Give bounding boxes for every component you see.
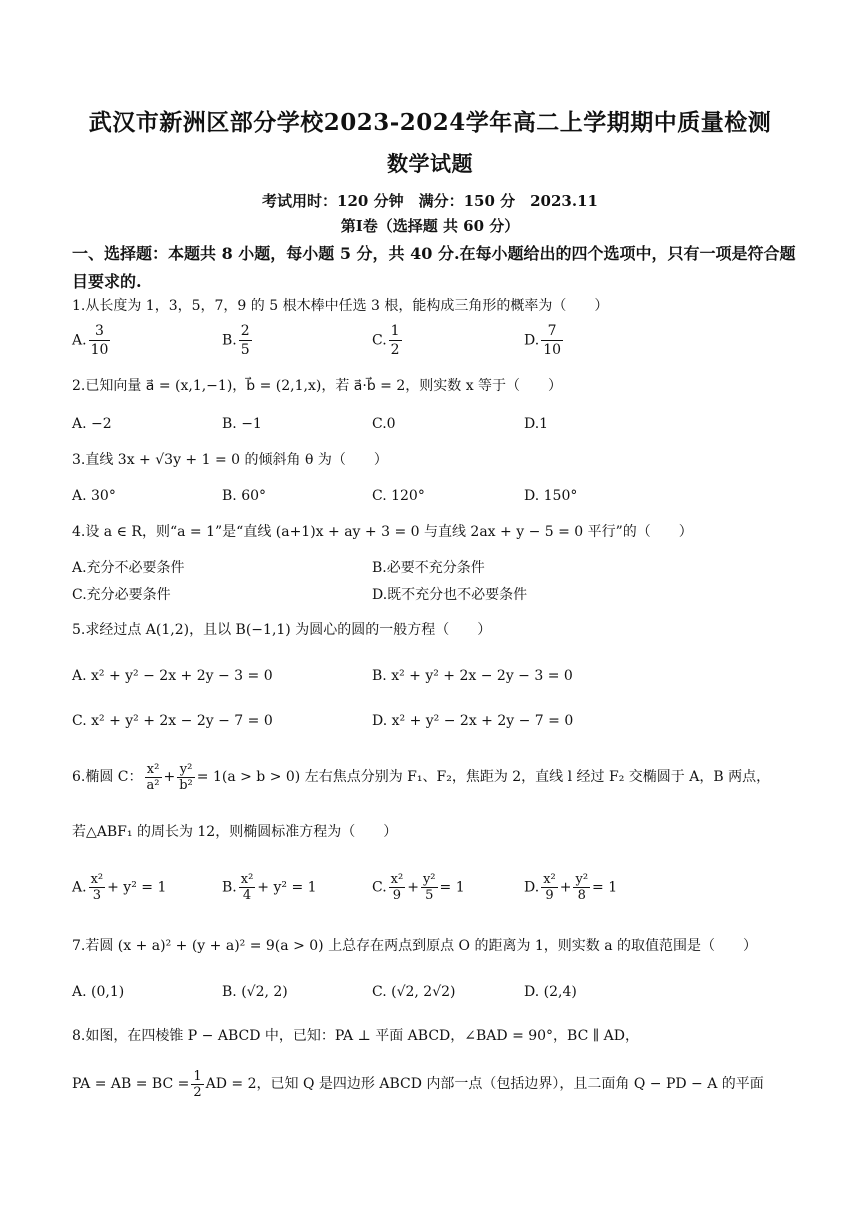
page-subtitle: 数学试题 bbox=[387, 151, 473, 176]
question-5-stem: 5.求经过点 A(1,2)，且以 B(−1,1) 为圆心的圆的一般方程（ ） bbox=[72, 622, 492, 638]
q1-option-a: A. $\frac{3}{10}$ bbox=[72, 323, 109, 358]
q3-option-a: A. 30° bbox=[72, 488, 116, 504]
question-2-stem: 2.已知向量 a⃗ = (x,1,−1)，b⃗ = (2,1,x)，若 a⃗·b⃗ = 2，则实数 x 等于（ ） bbox=[72, 378, 563, 394]
question-6-stem: 6.椭圆 C： $\frac{\text{x²}}{\text{a²}}$ + $\frac{\text{y²}}{\text{b²}}$ = 1(a > b > 0) 左右焦点分别为 F₁、F₂，焦距为 2，直线 l 经过 F₂ 交椭圆于 A，B 两点， bbox=[72, 761, 771, 793]
q6-option-a: A. $\frac{\text{x²}}{3}$ + y² = 1 bbox=[72, 872, 167, 903]
q7-option-b: B. (√2, 2) bbox=[222, 984, 288, 1000]
part-heading: 第Ⅰ卷（选择题 共 60 分） bbox=[340, 217, 520, 235]
q3-option-d: D. 150° bbox=[524, 488, 578, 504]
q2-option-d: D.1 bbox=[524, 416, 549, 432]
question-7-stem: 7.若圆 (x + a)² + (y + a)² = 9(a > 0) 上总存在两点到原点 O 的距离为 1，则实数 a 的取值范围是（ ） bbox=[72, 938, 758, 954]
q5-option-c: C. x² + y² + 2x − 2y − 7 = 0 bbox=[72, 713, 273, 729]
q4-option-b: B.必要不充分条件 bbox=[372, 560, 485, 576]
page-title: 武汉市新洲区部分学校2023-2024学年高二上学期期中质量检测 bbox=[88, 109, 772, 136]
q4-option-c: C.充分必要条件 bbox=[72, 587, 171, 603]
q1-option-c: C. $\frac{1}{2}$ bbox=[372, 323, 400, 358]
q3-option-c: C. 120° bbox=[372, 488, 425, 504]
q2-option-a: A. −2 bbox=[72, 416, 112, 432]
q1-option-d: D. $\frac{7}{10}$ bbox=[524, 323, 562, 358]
q3-option-b: B. 60° bbox=[222, 488, 267, 504]
q6-option-c: C. $\frac{\text{x²}}{9}$ + $\frac{\text{y²}}{5}$ = 1 bbox=[372, 872, 465, 903]
question-6-stem-cont: 若△ABF₁ 的周长为 12，则椭圆标准方程为（ ） bbox=[72, 824, 398, 840]
q1-option-b: B. $\frac{2}{5}$ bbox=[222, 323, 250, 358]
q4-option-d: D.既不充分也不必要条件 bbox=[372, 587, 528, 603]
question-8-stem: 8.如图，在四棱锥 P − ABCD 中，已知：PA ⊥ 平面 ABCD，∠BAD = 90°，BC ∥ AD， bbox=[72, 1028, 640, 1044]
section-intro: 一、选择题：本题共 8 小题，每小题 5 分，共 40 分.在每小题给出的四个选项中，只有一项是符合题目要求的. bbox=[72, 244, 796, 291]
q7-option-c: C. (√2, 2√2) bbox=[372, 984, 456, 1000]
q2-option-c: C.0 bbox=[372, 416, 396, 432]
question-4-stem: 4.设 a ∈ R，则“a = 1”是“直线 (a+1)x + ay + 3 = 0 与直线 2ax + y − 5 = 0 平行”的（ ） bbox=[72, 524, 693, 540]
question-8-stem-cont: PA = AB = BC = $\frac{1}{2}$ AD = 2，已知 Q 是四边形 ABCD 内部一点（包括边界），且二面角 Q − PD − A 的平面 bbox=[72, 1068, 764, 1100]
exam-info: 考试用时：120 分钟 满分：150 分 2023.11 bbox=[262, 192, 598, 210]
q5-option-b: B. x² + y² + 2x − 2y − 3 = 0 bbox=[372, 668, 573, 684]
q7-option-d: D. (2,4) bbox=[524, 984, 577, 1000]
q7-option-a: A. (0,1) bbox=[72, 984, 125, 1000]
q5-option-d: D. x² + y² − 2x + 2y − 7 = 0 bbox=[372, 713, 574, 729]
q6-option-b: B. $\frac{\text{x²}}{4}$ + y² = 1 bbox=[222, 872, 317, 903]
q6-option-d: D. $\frac{\text{x²}}{9}$ + $\frac{\text{y²}}{8}$ = 1 bbox=[524, 872, 618, 903]
q4-option-a: A.充分不必要条件 bbox=[72, 560, 185, 576]
question-3-stem: 3.直线 3x + √3y + 1 = 0 的倾斜角 θ 为（ ） bbox=[72, 452, 388, 468]
question-1-stem: 1.从长度为 1，3，5，7，9 的 5 根木棒中任选 3 根，能构成三角形的概率为（ ） bbox=[72, 298, 609, 314]
q2-option-b: B. −1 bbox=[222, 416, 262, 432]
q5-option-a: A. x² + y² − 2x + 2y − 3 = 0 bbox=[72, 668, 273, 684]
